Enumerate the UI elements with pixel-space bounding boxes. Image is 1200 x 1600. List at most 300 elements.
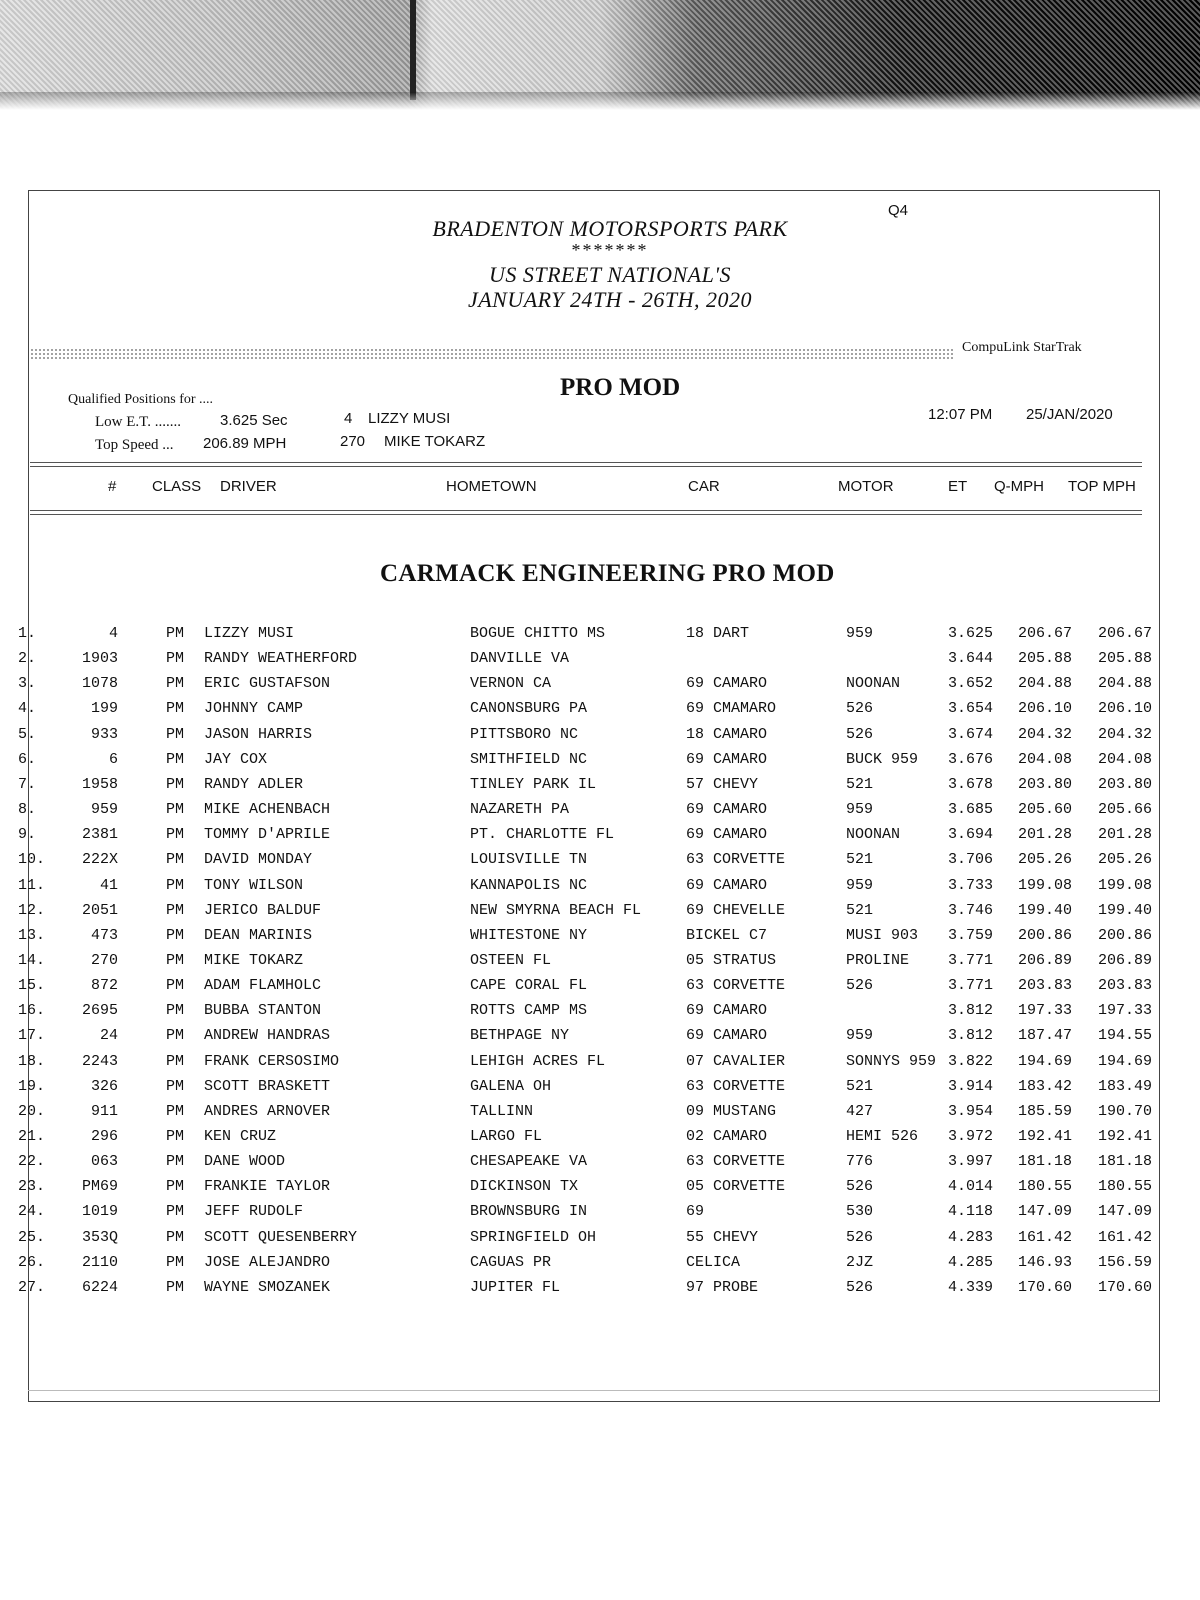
row-hometown: NAZARETH PA — [470, 801, 570, 819]
event-name: US STREET NATIONAL'S — [488, 262, 732, 287]
row-hometown: SMITHFIELD NC — [470, 750, 588, 768]
row-top-mph: 205.88 — [1098, 650, 1153, 668]
top-speed-value: 206.89 MPH — [203, 435, 287, 452]
column-header-class: CLASS — [152, 478, 202, 495]
row-class: PM — [166, 1228, 185, 1246]
row-car: 97 PROBE — [686, 1278, 759, 1296]
row-top-mph: 203.83 — [1098, 977, 1153, 995]
row-top-mph: 190.70 — [1098, 1102, 1153, 1120]
row-q-mph: 187.47 — [1018, 1027, 1073, 1045]
row-hometown: CAGUAS PR — [470, 1253, 552, 1271]
column-header-motor: MOTOR — [838, 478, 894, 495]
row-car-number: 933 — [90, 725, 118, 743]
vendor-label: CompuLink StarTrak — [962, 340, 1082, 355]
row-class: PM — [166, 1178, 185, 1196]
row-driver: ADAM FLAMHOLC — [204, 977, 322, 995]
row-motor: SONNYS 959 — [846, 1052, 937, 1070]
row-driver: WAYNE SMOZANEK — [204, 1278, 331, 1296]
row-et: 3.746 — [948, 901, 994, 919]
row-hometown: BETHPAGE NY — [470, 1027, 570, 1045]
row-top-mph: 206.10 — [1098, 700, 1153, 718]
row-driver: RANDY WEATHERFORD — [204, 650, 358, 668]
row-motor: 526 — [846, 977, 874, 995]
row-top-mph: 204.32 — [1098, 725, 1153, 743]
qualified-for-label: Qualified Positions for .... — [68, 392, 214, 407]
row-et: 3.685 — [948, 801, 994, 819]
row-car: BICKEL C7 — [686, 926, 768, 944]
low-et-car-number: 4 — [344, 410, 353, 427]
row-driver: FRANKIE TAYLOR — [204, 1178, 331, 1196]
row-q-mph: 147.09 — [1018, 1203, 1073, 1221]
row-hometown: CHESAPEAKE VA — [470, 1153, 588, 1171]
table-row — [0, 976, 1200, 1000]
row-q-mph: 170.60 — [1018, 1278, 1073, 1296]
row-q-mph: 185.59 — [1018, 1102, 1073, 1120]
row-car: 18 CAMARO — [686, 725, 768, 743]
dotted-band — [30, 348, 954, 360]
row-top-mph: 161.42 — [1098, 1228, 1153, 1246]
table-row — [0, 1177, 1200, 1201]
row-motor: 959 — [846, 1027, 874, 1045]
row-top-mph: 206.67 — [1098, 625, 1153, 642]
row-et: 3.914 — [948, 1077, 994, 1095]
row-position: 6. — [18, 750, 37, 768]
row-q-mph: 204.32 — [1018, 725, 1073, 743]
row-driver: MIKE ACHENBACH — [204, 801, 331, 819]
row-car-number: 6 — [108, 750, 118, 768]
row-class: PM — [166, 1203, 185, 1221]
row-class: PM — [166, 1027, 185, 1045]
row-hometown: GALENA OH — [470, 1077, 552, 1095]
table-row — [0, 699, 1200, 723]
row-et: 3.674 — [948, 725, 994, 743]
column-header-number: # — [108, 478, 117, 495]
row-top-mph: 204.88 — [1098, 675, 1153, 693]
row-q-mph: 205.88 — [1018, 650, 1073, 668]
row-motor: 526 — [846, 1278, 874, 1296]
table-row — [0, 1026, 1200, 1050]
paper-fold — [410, 0, 416, 100]
row-car: 63 CORVETTE — [686, 851, 786, 869]
table-row — [0, 800, 1200, 824]
row-motor: PROLINE — [846, 951, 910, 969]
row-motor: 959 — [846, 625, 874, 642]
row-driver: JASON HARRIS — [204, 725, 313, 743]
row-top-mph: 203.80 — [1098, 775, 1153, 793]
row-motor: 526 — [846, 700, 874, 718]
row-top-mph: 180.55 — [1098, 1178, 1153, 1196]
row-position: 16. — [18, 1002, 46, 1020]
row-hometown: TALLINN — [470, 1102, 534, 1120]
row-motor: 521 — [846, 775, 874, 793]
row-driver: FRANK CERSOSIMO — [204, 1052, 340, 1070]
row-q-mph: 181.18 — [1018, 1153, 1073, 1171]
row-q-mph: 199.40 — [1018, 901, 1073, 919]
row-hometown: WHITESTONE NY — [470, 926, 588, 944]
top-speed-label: Top Speed ... — [95, 437, 174, 453]
table-row — [0, 825, 1200, 849]
table-row — [0, 901, 1200, 925]
row-driver: JERICO BALDUF — [204, 901, 322, 919]
row-q-mph: 201.28 — [1018, 826, 1073, 844]
row-car: 69 CAMARO — [686, 1027, 768, 1045]
track-name: BRADENTON MOTORSPORTS PARK — [432, 216, 788, 241]
row-et: 4.014 — [948, 1178, 994, 1196]
low-et-label: Low E.T. ....... — [95, 414, 181, 430]
row-top-mph: 197.33 — [1098, 1002, 1153, 1020]
row-car: 18 DART — [686, 625, 750, 642]
row-class: PM — [166, 700, 185, 718]
row-car-number: 1903 — [81, 650, 118, 668]
row-top-mph: 199.40 — [1098, 901, 1153, 919]
row-driver: TOMMY D'APRILE — [204, 826, 331, 844]
row-position: 21. — [18, 1128, 46, 1145]
row-top-mph: 194.55 — [1098, 1027, 1153, 1045]
row-car-number: PM69 — [81, 1178, 118, 1196]
row-et: 3.822 — [948, 1052, 994, 1070]
row-top-mph: 204.08 — [1098, 750, 1153, 768]
paper-edge-shadow — [0, 92, 1200, 110]
row-position: 25. — [18, 1228, 46, 1246]
scanner-edge — [0, 0, 1200, 110]
row-car-number: 199 — [90, 700, 118, 718]
row-motor: 959 — [846, 801, 874, 819]
row-motor: 427 — [846, 1102, 874, 1120]
table-row — [0, 674, 1200, 698]
row-driver: JAY COX — [204, 750, 268, 768]
table-row — [0, 1102, 1200, 1126]
row-car: 69 CAMARO — [686, 826, 768, 844]
row-hometown: LEHIGH ACRES FL — [470, 1052, 606, 1070]
row-car: 69 CAMARO — [686, 1002, 768, 1020]
row-q-mph: 203.83 — [1018, 977, 1073, 995]
row-class: PM — [166, 851, 185, 869]
row-q-mph: 206.67 — [1018, 625, 1073, 642]
row-car: 69 CAMARO — [686, 750, 768, 768]
table-row — [0, 1152, 1200, 1176]
row-car: 69 CAMARO — [686, 876, 768, 894]
row-car-number: 2110 — [81, 1253, 118, 1271]
row-car: 69 CAMARO — [686, 801, 768, 819]
row-q-mph: 204.08 — [1018, 750, 1073, 768]
row-driver: JEFF RUDOLF — [204, 1203, 304, 1221]
row-hometown: CAPE CORAL FL — [470, 977, 588, 995]
row-motor: 959 — [846, 876, 874, 894]
row-position: 11. — [18, 876, 46, 894]
table-row — [0, 1052, 1200, 1076]
row-motor: 526 — [846, 725, 874, 743]
row-et: 3.771 — [948, 977, 994, 995]
row-car: 63 CORVETTE — [686, 1153, 786, 1171]
row-et: 3.652 — [948, 675, 994, 693]
row-q-mph: 192.41 — [1018, 1128, 1073, 1145]
row-hometown: LOUISVILLE TN — [470, 851, 588, 869]
row-q-mph: 203.80 — [1018, 775, 1073, 793]
top-speed-driver: MIKE TOKARZ — [384, 433, 486, 450]
row-motor: 521 — [846, 851, 874, 869]
row-driver: SCOTT QUESENBERRY — [204, 1228, 358, 1246]
row-car-number: 24 — [99, 1027, 118, 1045]
row-position: 23. — [18, 1178, 46, 1196]
row-top-mph: 200.86 — [1098, 926, 1153, 944]
column-header-car: CAR — [688, 478, 720, 495]
row-top-mph: 201.28 — [1098, 826, 1153, 844]
row-q-mph: 146.93 — [1018, 1253, 1073, 1271]
row-motor: 526 — [846, 1178, 874, 1196]
row-top-mph: 194.69 — [1098, 1052, 1153, 1070]
row-q-mph: 205.60 — [1018, 801, 1073, 819]
row-driver: JOSE ALEJANDRO — [204, 1253, 331, 1271]
row-car: 69 CMAMARO — [686, 700, 777, 718]
row-position: 18. — [18, 1052, 46, 1070]
row-position: 27. — [18, 1278, 46, 1296]
report-date: 25/JAN/2020 — [1026, 406, 1113, 423]
row-position: 3. — [18, 675, 37, 693]
row-hometown: BOGUE CHITTO MS — [470, 625, 606, 642]
column-header-q-mph: Q-MPH — [994, 478, 1044, 495]
row-position: 4. — [18, 700, 37, 718]
row-class: PM — [166, 826, 185, 844]
qualifying-round-label: Q4 — [888, 202, 909, 219]
row-motor: NOONAN — [846, 675, 901, 693]
row-car: 05 CORVETTE — [686, 1178, 786, 1196]
row-driver: JOHNNY CAMP — [204, 700, 304, 718]
row-motor: NOONAN — [846, 826, 901, 844]
row-class: PM — [166, 926, 185, 944]
row-class: PM — [166, 1278, 185, 1296]
row-class: PM — [166, 650, 185, 668]
row-class: PM — [166, 1102, 185, 1120]
row-car-number: 2695 — [81, 1002, 118, 1020]
row-top-mph: 156.59 — [1098, 1253, 1153, 1271]
row-q-mph: 161.42 — [1018, 1228, 1073, 1246]
row-car-number: 2381 — [81, 826, 118, 844]
column-header-hometown: HOMETOWN — [446, 478, 537, 495]
row-car-number: 911 — [90, 1102, 118, 1120]
row-car: 63 CORVETTE — [686, 1077, 786, 1095]
row-hometown: KANNAPOLIS NC — [470, 876, 588, 894]
row-q-mph: 180.55 — [1018, 1178, 1073, 1196]
row-et: 3.678 — [948, 775, 994, 793]
row-motor: 530 — [846, 1203, 874, 1221]
column-header-driver: DRIVER — [220, 478, 277, 495]
table-row — [0, 725, 1200, 749]
report-bottom-edge — [28, 1390, 1158, 1391]
row-class: PM — [166, 876, 185, 894]
row-et: 3.654 — [948, 700, 994, 718]
row-car: 07 CAVALIER — [686, 1052, 786, 1070]
row-driver: DEAN MARINIS — [204, 926, 313, 944]
row-hometown: ROTTS CAMP MS — [470, 1002, 588, 1020]
header-stars: ******* — [571, 240, 649, 260]
row-class: PM — [166, 725, 185, 743]
row-class: PM — [166, 951, 185, 969]
row-motor: HEMI 526 — [846, 1128, 919, 1145]
row-q-mph: 200.86 — [1018, 926, 1073, 944]
row-hometown: DICKINSON TX — [470, 1178, 579, 1196]
row-top-mph: 205.26 — [1098, 851, 1153, 869]
row-position: 15. — [18, 977, 46, 995]
row-position: 2. — [18, 650, 37, 668]
table-row — [0, 649, 1200, 673]
top-speed-car-number: 270 — [340, 433, 366, 450]
row-et: 3.759 — [948, 926, 994, 944]
row-position: 24. — [18, 1203, 46, 1221]
row-car-number: 353Q — [81, 1228, 118, 1246]
row-class: PM — [166, 1002, 185, 1020]
row-position: 20. — [18, 1102, 46, 1120]
row-position: 17. — [18, 1027, 46, 1045]
row-top-mph: 205.66 — [1098, 801, 1153, 819]
row-car: 63 CORVETTE — [686, 977, 786, 995]
table-row — [0, 1077, 1200, 1101]
table-row — [0, 1253, 1200, 1277]
row-top-mph: 147.09 — [1098, 1203, 1153, 1221]
row-motor: 776 — [846, 1153, 874, 1171]
row-car-number: 1958 — [81, 775, 118, 793]
row-class: PM — [166, 675, 185, 693]
row-position: 26. — [18, 1253, 46, 1271]
row-class: PM — [166, 1077, 185, 1095]
row-position: 19. — [18, 1077, 46, 1095]
row-motor: 526 — [846, 1228, 874, 1246]
row-car-number: 959 — [90, 801, 118, 819]
row-hometown: TINLEY PARK IL — [470, 775, 597, 793]
divider — [30, 466, 1142, 467]
divider — [30, 462, 1142, 463]
row-driver: ANDRES ARNOVER — [204, 1102, 331, 1120]
row-car-number: 2243 — [81, 1052, 118, 1070]
row-car-number: 326 — [90, 1077, 118, 1095]
row-et: 4.339 — [948, 1278, 994, 1296]
low-et-value: 3.625 Sec — [220, 412, 288, 429]
row-hometown: CANONSBURG PA — [470, 700, 588, 718]
row-car-number: 1019 — [81, 1203, 118, 1221]
divider — [30, 510, 1142, 511]
table-row — [0, 624, 1200, 648]
row-position: 14. — [18, 951, 46, 969]
row-hometown: SPRINGFIELD OH — [470, 1228, 597, 1246]
row-et: 3.676 — [948, 750, 994, 768]
row-q-mph: 199.08 — [1018, 876, 1073, 894]
row-car-number: 222X — [81, 851, 118, 869]
table-row — [0, 951, 1200, 975]
row-q-mph: 205.26 — [1018, 851, 1073, 869]
row-car-number: 1078 — [81, 675, 118, 693]
row-class: PM — [166, 977, 185, 995]
row-class: PM — [166, 1052, 185, 1070]
row-motor: 2JZ — [846, 1253, 874, 1271]
row-car-number: 473 — [90, 926, 118, 944]
row-et: 3.812 — [948, 1002, 994, 1020]
row-car-number: 6224 — [81, 1278, 118, 1296]
row-class: PM — [166, 901, 185, 919]
row-q-mph: 206.89 — [1018, 951, 1073, 969]
row-q-mph: 197.33 — [1018, 1002, 1073, 1020]
row-top-mph: 170.60 — [1098, 1278, 1153, 1296]
row-et: 3.954 — [948, 1102, 994, 1120]
row-driver: LIZZY MUSI — [204, 625, 295, 642]
row-hometown: OSTEEN FL — [470, 951, 552, 969]
row-motor: 521 — [846, 1077, 874, 1095]
class-title: PRO MOD — [560, 374, 681, 401]
row-motor: MUSI 903 — [846, 926, 919, 944]
table-row — [0, 1127, 1200, 1151]
row-et: 3.812 — [948, 1027, 994, 1045]
column-header-et: ET — [948, 478, 968, 495]
row-car: 69 CHEVELLE — [686, 901, 786, 919]
row-position: 9. — [18, 826, 37, 844]
row-car: 05 STRATUS — [686, 951, 777, 969]
row-hometown: PITTSBORO NC — [470, 725, 579, 743]
row-position: 1. — [18, 625, 37, 642]
row-hometown: NEW SMYRNA BEACH FL — [470, 901, 642, 919]
row-top-mph: 206.89 — [1098, 951, 1153, 969]
report-time: 12:07 PM — [928, 406, 993, 423]
table-row — [0, 876, 1200, 900]
row-position: 7. — [18, 775, 37, 793]
row-driver: MIKE TOKARZ — [204, 951, 304, 969]
table-row — [0, 750, 1200, 774]
row-class: PM — [166, 1128, 185, 1145]
row-driver: DANE WOOD — [204, 1153, 286, 1171]
row-top-mph: 181.18 — [1098, 1153, 1153, 1171]
table-row — [0, 1278, 1200, 1302]
row-car: CELICA — [686, 1253, 741, 1271]
row-driver: ERIC GUSTAFSON — [204, 675, 331, 693]
table-row — [0, 850, 1200, 874]
section-title: CARMACK ENGINEERING PRO MOD — [380, 560, 835, 587]
row-position: 5. — [18, 725, 37, 743]
row-et: 3.997 — [948, 1153, 994, 1171]
row-hometown: JUPITER FL — [470, 1278, 561, 1296]
row-position: 22. — [18, 1153, 46, 1171]
row-top-mph: 183.49 — [1098, 1077, 1153, 1095]
row-car-number: 2051 — [81, 901, 118, 919]
row-et: 3.694 — [948, 826, 994, 844]
row-car-number: 4 — [108, 625, 118, 642]
row-position: 8. — [18, 801, 37, 819]
row-et: 3.733 — [948, 876, 994, 894]
table-row — [0, 1202, 1200, 1226]
row-driver: TONY WILSON — [204, 876, 304, 894]
row-driver: DAVID MONDAY — [204, 851, 313, 869]
row-driver: BUBBA STANTON — [204, 1002, 322, 1020]
row-car-number: 872 — [90, 977, 118, 995]
row-q-mph: 206.10 — [1018, 700, 1073, 718]
row-motor: 521 — [846, 901, 874, 919]
row-car: 69 CAMARO — [686, 675, 768, 693]
row-q-mph: 204.88 — [1018, 675, 1073, 693]
table-row — [0, 775, 1200, 799]
row-car: 09 MUSTANG — [686, 1102, 777, 1120]
row-hometown: VERNON CA — [470, 675, 552, 693]
row-et: 4.285 — [948, 1253, 994, 1271]
row-car-number: 41 — [99, 876, 118, 894]
row-hometown: DANVILLE VA — [470, 650, 570, 668]
row-et: 4.118 — [948, 1203, 994, 1221]
row-driver: SCOTT BRASKETT — [204, 1077, 331, 1095]
row-car: 57 CHEVY — [686, 775, 759, 793]
row-hometown: LARGO FL — [470, 1128, 543, 1145]
row-driver: KEN CRUZ — [204, 1128, 277, 1145]
table-row — [0, 926, 1200, 950]
event-dates: JANUARY 24TH - 26TH, 2020 — [467, 287, 753, 312]
row-hometown: BROWNSBURG IN — [470, 1203, 588, 1221]
row-class: PM — [166, 750, 185, 768]
row-class: PM — [166, 801, 185, 819]
row-q-mph: 183.42 — [1018, 1077, 1073, 1095]
